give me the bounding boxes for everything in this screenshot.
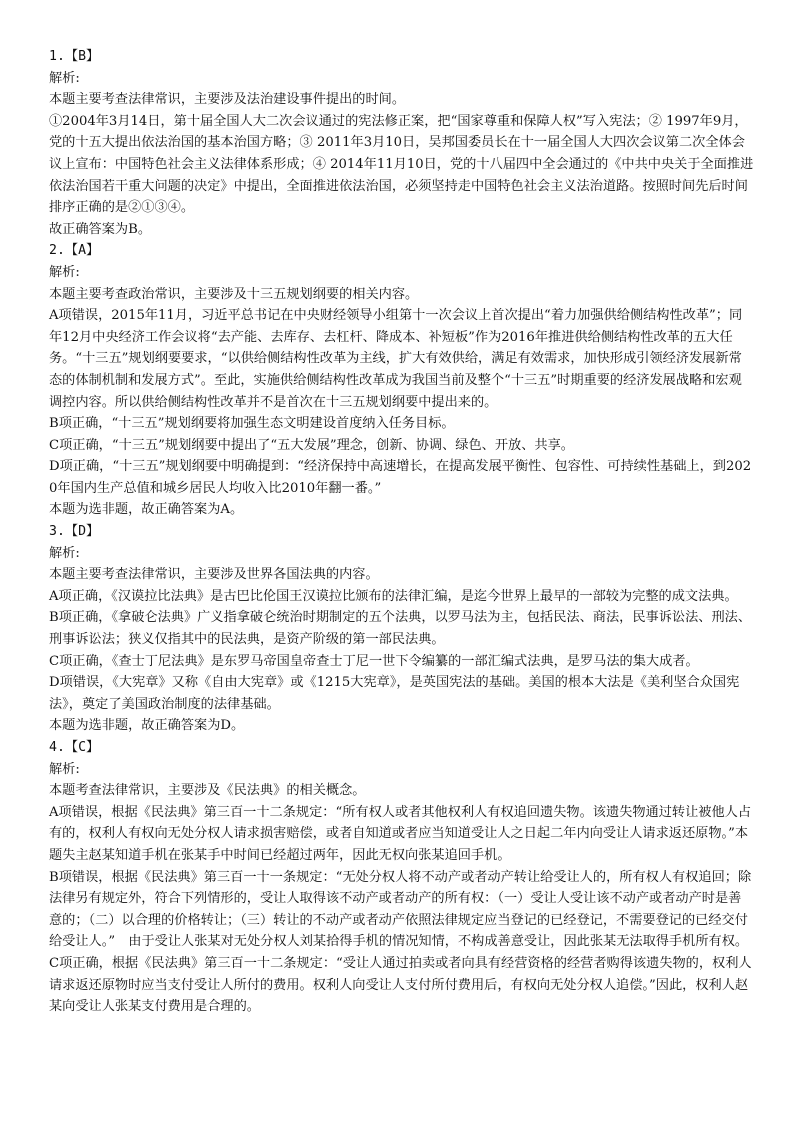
question-1 bbox=[49, 46, 754, 240]
paragraph: A项错误，根据《民法典》第三百一十二条规定：“所有权人或者其他权利人有权追回遗失物。该遗失物通过转让被他人占有的，权利人有权向无处分权人请求损害赔偿，或者自知道或者应当知道受让人之日起二年内向受让人请求返还原物。”本题失主赵某知道手机在张某手中时间已经超过两年，因此无权向张某追回手机。 bbox=[49, 804, 752, 863]
paragraph: B项正确，“十三五”规划纲要将加强生态文明建设首度纳入任务目标。 bbox=[49, 416, 455, 432]
analysis-label: 解析: bbox=[49, 264, 80, 280]
paragraph: D项正确，“十三五”规划纲要中明确提到：“经济保持中高速增长，在提高发展平衡性、包容性、可持续性基础上，到2020年国内生产总值和城乡居民人均收入比2010年翻一番。” bbox=[49, 459, 752, 496]
paragraph: C项正确，《查士丁尼法典》是东罗马帝国皇帝查士丁尼一世下令编纂的一部汇编式法典，是罗马法的集大成者。 bbox=[49, 653, 699, 669]
answer-label: 4.【C】 bbox=[49, 740, 100, 755]
paragraph: C项正确，“十三五”规划纲要中提出了“五大发展”理念，创新、协调、绿色、开放、共享。 bbox=[49, 437, 574, 453]
paragraph: 故正确答案为B。 bbox=[49, 221, 152, 237]
paragraph: 本题主要考查法律常识，主要涉及世界各国法典的内容。 bbox=[49, 567, 379, 583]
paragraph: 本题考查法律常识，主要涉及《民法典》的相关概念。 bbox=[49, 783, 366, 799]
analysis-label: 解析: bbox=[49, 70, 80, 86]
paragraph: 本题主要考查政治常识，主要涉及十三五规划纲要的相关内容。 bbox=[49, 286, 419, 302]
paragraph: A项错误，2015年11月，习近平总书记在中央财经领导小组第十一次会议上首次提出“着力加强供给侧结构性改革”；同年12月中央经济工作会议将“去产能、去库存、去杠杆、降成本、补短板”作为2016年推进供给侧结构性改革的五大任务。“十三五”规划纲要要求，“以供给侧结构性改革为主线，扩大有效供给，满足有效需求，加快形成引领经济发展新常态的体制机制和发展方式”。至此，实施供给侧结构性改革成为我国当前及整个“十三五”时期重要的经济发展战略和宏观调控内容。所以供给侧结构性改革并不是首次在十三五规划纲要中提出来的。 bbox=[49, 308, 743, 410]
paragraph: ①2004年3月14日，第十届全国人大二次会议通过的宪法修正案，把“国家尊重和保障人权”写入宪法；② 1997年9月，党的十五大提出依法治国的基本治国方略；③ 2011年3月10日，吴邦国委员长在十一届全国人大四次会议第二次全体会议上宣布：中国特色社会主义法律体系形成；④ 2014年11月10日，党的十八届四中全会通过的《中共中央关于全面推进依法治国若干重大问题的决定》中提出，全面推进依法治国，必须坚持走中国特色社会主义法治道路。按照时间先后时间排序正确的是②①③④。 bbox=[49, 113, 754, 216]
answer-label: 2.【A】 bbox=[49, 243, 100, 259]
paragraph: 本题为选非题，故正确答案为D。 bbox=[49, 718, 245, 734]
question-2 bbox=[49, 240, 754, 521]
answer-label: 3.【D】 bbox=[49, 524, 100, 540]
paragraph: 本题为选非题，故正确答案为A。 bbox=[49, 502, 244, 518]
analysis-label: 解析: bbox=[49, 761, 80, 777]
question-3 bbox=[49, 521, 754, 737]
question-4 bbox=[49, 737, 754, 1018]
answer-label: 1.【B】 bbox=[49, 49, 100, 64]
analysis-label: 解析: bbox=[49, 545, 80, 561]
paragraph: A项正确，《汉谟拉比法典》是古巴比伦国王汉谟拉比颁布的法律汇编，是迄今世界上最早的一部较为完整的成文法典。 bbox=[49, 588, 738, 604]
paragraph: B项错误，根据《民法典》第三百一十一条规定：“无处分权人将不动产或者动产转让给受让人的，所有权人有权追回；除法律另有规定外，符合下列情形的，受让人取得该不动产或者动产的所有权：（一）受让人受让该不动产或者动产时是善意的；（二）以合理的价格转让；（三）转让的不动产或者动产依照法律规定应当登记的已经登记，不需要登记的已经交付给受让人。” 由于受让人张某对无处分权人刘某拾得手机的情况知情，不构成善意受让，因此张某无法取得手机所有权。 bbox=[49, 869, 752, 950]
paragraph: 本题主要考查法律常识，主要涉及法治建设事件提出的时间。 bbox=[49, 92, 406, 108]
document-page bbox=[49, 46, 754, 1018]
paragraph: D项错误，《大宪章》又称《自由大宪章》或《1215大宪章》，是英国宪法的基础。美国的根本大法是《美利坚合众国宪法》，奠定了美国政治制度的法律基础。 bbox=[49, 675, 740, 712]
paragraph: C项正确，根据《民法典》第三百一十二条规定：“受让人通过拍卖或者向具有经营资格的经营者购得该遗失物的，权利人请求返还原物时应当支付受让人所付的费用。权利人向受让人支付所付费用后，有权向无处分权人追偿。”因此，权利人赵某向受让人张某支付费用是合理的。 bbox=[49, 955, 752, 1015]
paragraph: B项正确，《拿破仑法典》广义指拿破仑统治时期制定的五个法典，以罗马法为主，包括民法、商法，民事诉讼法、刑法、刑事诉讼法；狭义仅指其中的民法典，是资产阶级的第一部民法典。 bbox=[49, 610, 752, 648]
